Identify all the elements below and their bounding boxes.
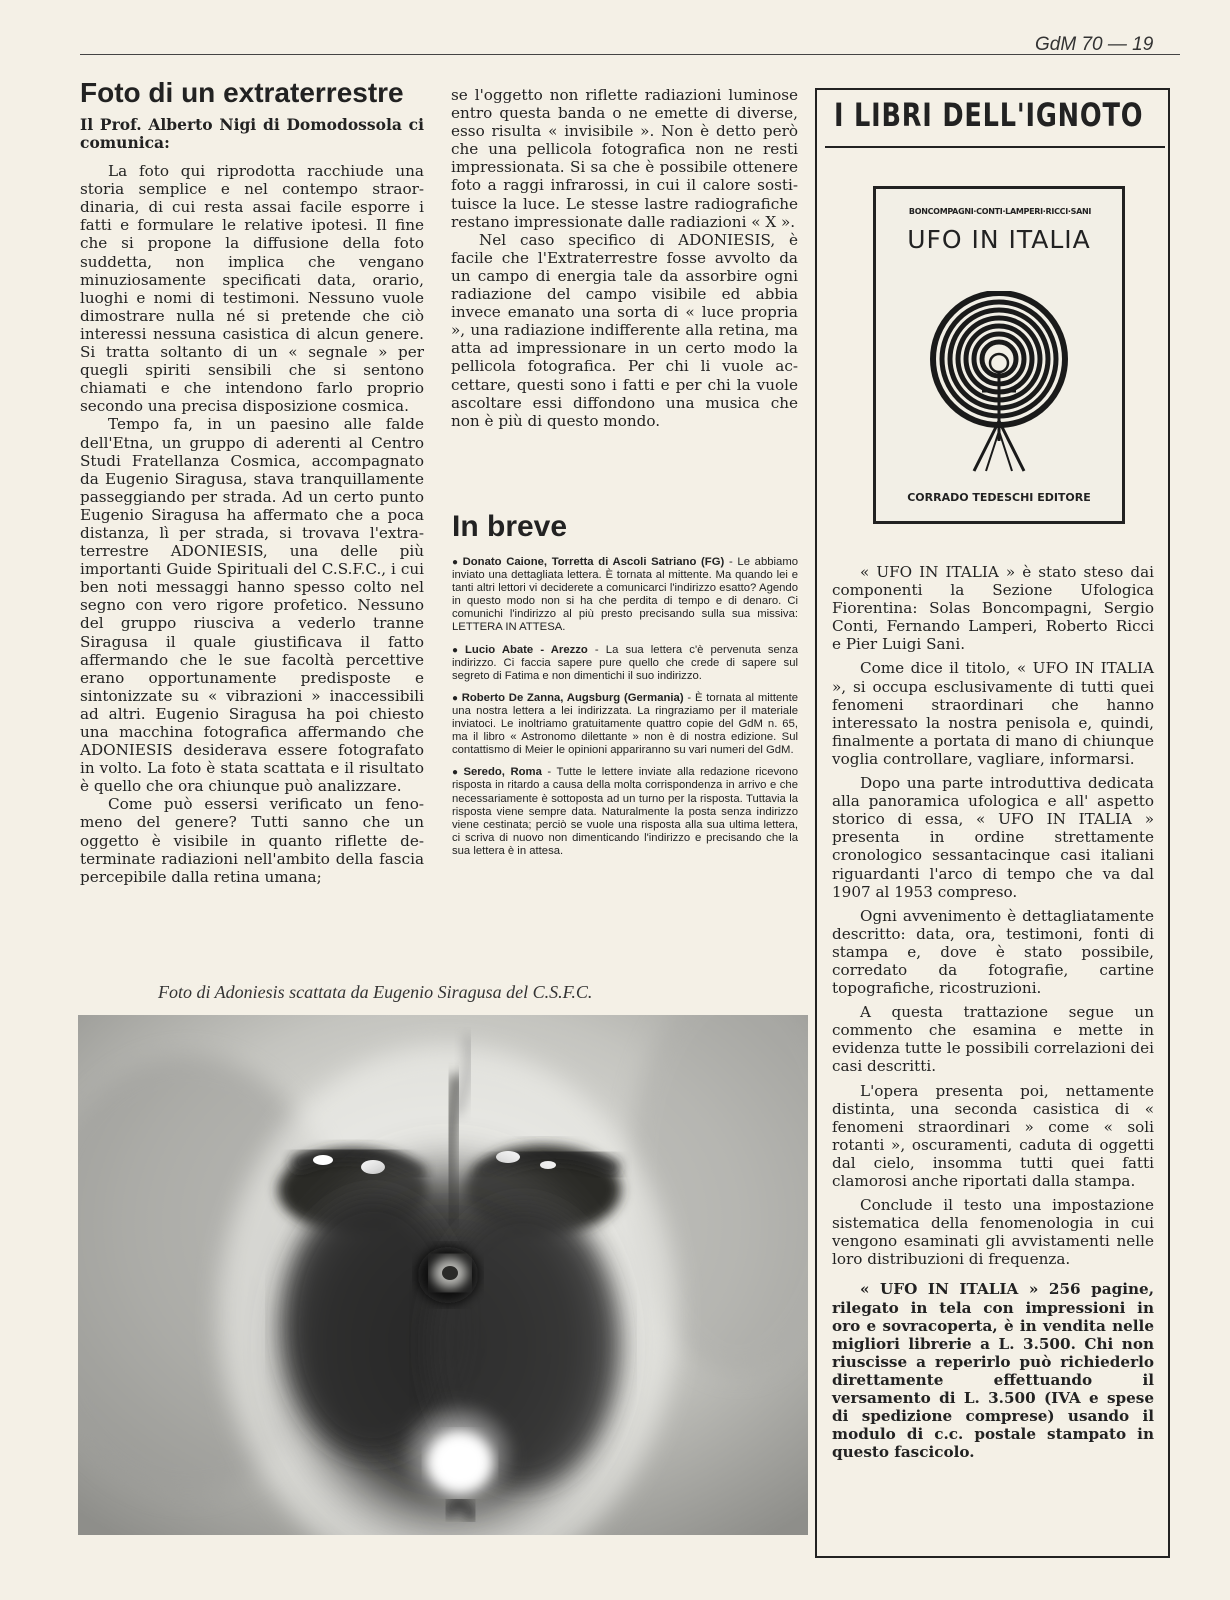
list-item	[452, 644, 798, 683]
article-paragraph: Nel caso specifico di ADONIESIS, è facile che l'Extraterrestre fosse avvolto da un campo di energia tale da assorbire ogni radiazione del campo visibile ed abbia invece emanato una sorta di « luce propria », una radiazione indifferente alla retina, ma atta ad impressionare in un certo modo la pellicola fotografica. Per chi li vuole accettare, questi sono i fatti e per chi la vuole ascoltare essi diffondono una musica che non è più di questo mondo.	[451, 230, 798, 430]
list-item	[452, 692, 798, 757]
book-paragraph: « UFO IN ITALIA » è stato steso dai componenti la Sezione Ufologica Fiorentina: Solas Boncompagni, Sergio Conti, Fernando Lamperi, Roberto Ricci e Pier Luigi Sani.	[832, 563, 1154, 654]
books-box-title: I LIBRI DELL'IGNOTO	[834, 96, 1144, 134]
brief-text: - Tutte le lettere inviate alla redazione ricevono risposta in ritardo a causa della molta corrispondenza in arrivo e che necessariamente è sottoposta ad un turno per la risposta. Tuttavia la risposta viene sempre data. Naturalmente la posta senza indirizzo viene cestinata; perciò se vuole una risposta alla sua ultima lettera, ci scriva di nuovo non dimenticando l'indirizzo e precisando che la sua lettera è in attesa.	[452, 766, 798, 857]
book-cover-title: UFO IN ITALIA	[907, 225, 1091, 254]
article-paragraph: Tempo fa, in un paesino alle falde dell'Etna, un gruppo di aderenti al Centro Studi Fratellanza Cosmica, accompagnato da Eugenio Siragusa, stava tranquillamente passeggiando per strada. Ad un certo punto Eugenio Siragusa ha affermato che a poca distanza, lì per strada, si trovava l'extraterrestre ADONIESIS, una delle più importanti Guide Spirituali del C.S.F.C., i cui ben noti messaggi hanno spesso colto nel segno con vero rigore profetico. Nessuno del gruppo riusciva a vederlo tranne Siragusa il quale giustificava il fatto affermando che le sue facoltà percettive erano opportunamente predisposte e sintonizzate su « vibrazioni » inaccessibili ad altri. Eugenio Siragusa ha poi chiesto una macchina fotografica affermando che ADONIESIS desiderava essere fotografato in volto. La foto è stata scattata e il risultato è quello che ora chiunque può analizzare.	[80, 415, 424, 796]
book-paragraph: Conclude il testo una impostazione sistematica della fenomenologia in cui vengono esaminati gli avvistamenti nelle loro distribuzioni di frequenza.	[832, 1196, 1154, 1269]
book-cover-publisher: CORRADO TEDESCHI EDITORE	[907, 491, 1091, 504]
book-order-info: « UFO IN ITALIA » 256 pagine, rilegato in tela con impressioni in oro e sovracoperta, è in vendita nelle migliori librerie a L. 3.500. Chi non riuscisse a reperirlo può richiederlo direttamente effettuando il versamento di L. 3.500 (IVA e spese di spedizione comprese) usando il modulo di c.c. postale stampato in questo fascicolo.	[832, 1280, 1154, 1462]
book-paragraph: A questa trattazione segue un commento che esamina e mette in evidenza tutte le possibili correlazioni dei casi descritti.	[832, 1003, 1154, 1076]
photo-caption: Foto di Adoniesis scattata da Eugenio Siragusa del C.S.F.C.	[158, 982, 593, 1002]
brief-recipient: Roberto De Zanna, Augsburg (Germania)	[461, 691, 684, 704]
in-breve-title: In breve	[452, 510, 568, 543]
list-item	[452, 766, 798, 858]
brief-text: - Le abbiamo inviato una dettagliata lettera. È tornata al mittente. Ma quando lei e tanti altri lettori vi deciderete a comunicarci l'indirizzo esatto? Agendo in questo modo non si ha che perdita di tempo e di denaro. Ci comunichi l'indirizzo al più presto precisando sulla sua missiva: LETTERA IN ATTESA.	[452, 556, 799, 634]
book-paragraph: Ogni avvenimento è dettagliatamente descritto: data, ora, testimoni, fonti di stampa e, dove è stato possibile, corredato da fotografie, cartine topografiche, ricostruzioni.	[832, 906, 1154, 998]
photo-image	[78, 1015, 808, 1535]
bullet-icon: ●	[452, 644, 463, 656]
book-paragraph: L'opera presenta poi, nettamente distinta, una seconda casistica di « fenomeni straordinari » come « soli rotanti », oscuramenti, caduta di oggetti dal cielo, insomma tutti quei fatti clamorosi anche riportati dalla stampa.	[832, 1081, 1154, 1190]
brief-recipient: Donato Caione, Torretta di Ascoli Satriano (FG)	[462, 556, 725, 568]
brief-text: - La sua lettera c'è pervenuta senza indirizzo. Ci faccia sapere pure quello che crede di sapere sul segreto di Fatima e non dimentichi il suo indirizzo.	[452, 643, 798, 682]
extraterrestrial-photo	[78, 1015, 808, 1535]
book-cover-logo-icon	[924, 291, 1074, 481]
running-head: GdM 70 — 19	[1035, 34, 1154, 55]
book-paragraph: Dopo una parte introduttiva dedicata alla panoramica ufologica e all' aspetto storico di essa, « UFO IN ITALIA » presenta in ordine strettamente cronologico sessantacinque casi italiani riguardanti l'arco di tempo che va dal 1907 al 1953 compreso.	[832, 774, 1154, 901]
in-breve-list	[452, 556, 798, 867]
article-lead: Il Prof. Alberto Nigi di Domodossola ci comunica:	[80, 115, 424, 153]
book-cover	[873, 186, 1125, 524]
books-column	[832, 563, 1154, 1467]
bullet-icon: ●	[452, 767, 461, 779]
brief-recipient: Lucio Abate - Arezzo	[465, 643, 588, 656]
list-item	[452, 556, 798, 635]
article-column-2	[451, 86, 798, 430]
brief-text: - È tornata al mittente una nostra lettera a lei indirizzata. La ringraziamo per il materiale inviatoci. Le inoltriamo gratuitamente quattro copie del GdM n. 65, ma il libro « Astronomo dilettante » non è di nostra edizione. Sul contattismo di Meier le opinioni appariranno su vari numeri del GdM.	[452, 691, 799, 757]
bullet-icon: ●	[452, 692, 459, 704]
article-paragraph: Come può essersi verificato un fenomeno del genere? Tutti sanno che un oggetto è visibile in quanto riflette determinate radiazioni nell'ambito della fascia percepibile dalla retina umana;	[80, 795, 424, 886]
books-box-rule	[825, 146, 1165, 148]
bullet-icon: ●	[452, 557, 460, 568]
book-paragraph: Come dice il titolo, « UFO IN ITALIA », si occupa esclusivamente di tutti quei fenomeni straordinari che hanno interessato la nostra penisola e, quindi, finalmente a portata di mano di chiunque voglia controllare, vagliare, informarsi.	[832, 659, 1154, 768]
top-rule	[80, 54, 1180, 55]
article-column-1	[80, 77, 424, 886]
article-paragraph: se l'oggetto non riflette radiazioni luminose entro questa banda o ne emette di diverse, esso risulta « invisibile ». Non è detto però che una pellicola fotografica non ne resti impressionata. Si sa che è possibile ottenere foto a raggi infrarossi, in cui il calore sostituisce la luce. Le stesse lastre radiografiche restano impressionate dalle radiazioni « X ».	[451, 86, 798, 231]
article-paragraph: La foto qui riprodotta racchiude una storia semplice e nel contempo straordinaria, di cui resta assai facile esporre i fatti e formulare le relative ipotesi. Il fine che si propone la diffusione della foto suddetta, non implica che vengano minuziosamente specificati data, orario, luoghi e nomi di testimoni. Nessuno vuole dimostrare nulla né si pretende che ciò interessi nessuna casistica di alcun genere. Si tratta soltanto di un « segnale » per quegli spiriti sensibili che si sentono chiamati e che intendono farlo proprio secondo una precisa disposizione cosmica.	[80, 162, 424, 416]
brief-recipient: Seredo, Roma	[463, 766, 542, 779]
article-title: Foto di un extraterrestre	[80, 77, 404, 108]
book-cover-authors: BONCOMPAGNI·CONTI·LAMPERI·RICCI·SANI	[908, 207, 1092, 216]
